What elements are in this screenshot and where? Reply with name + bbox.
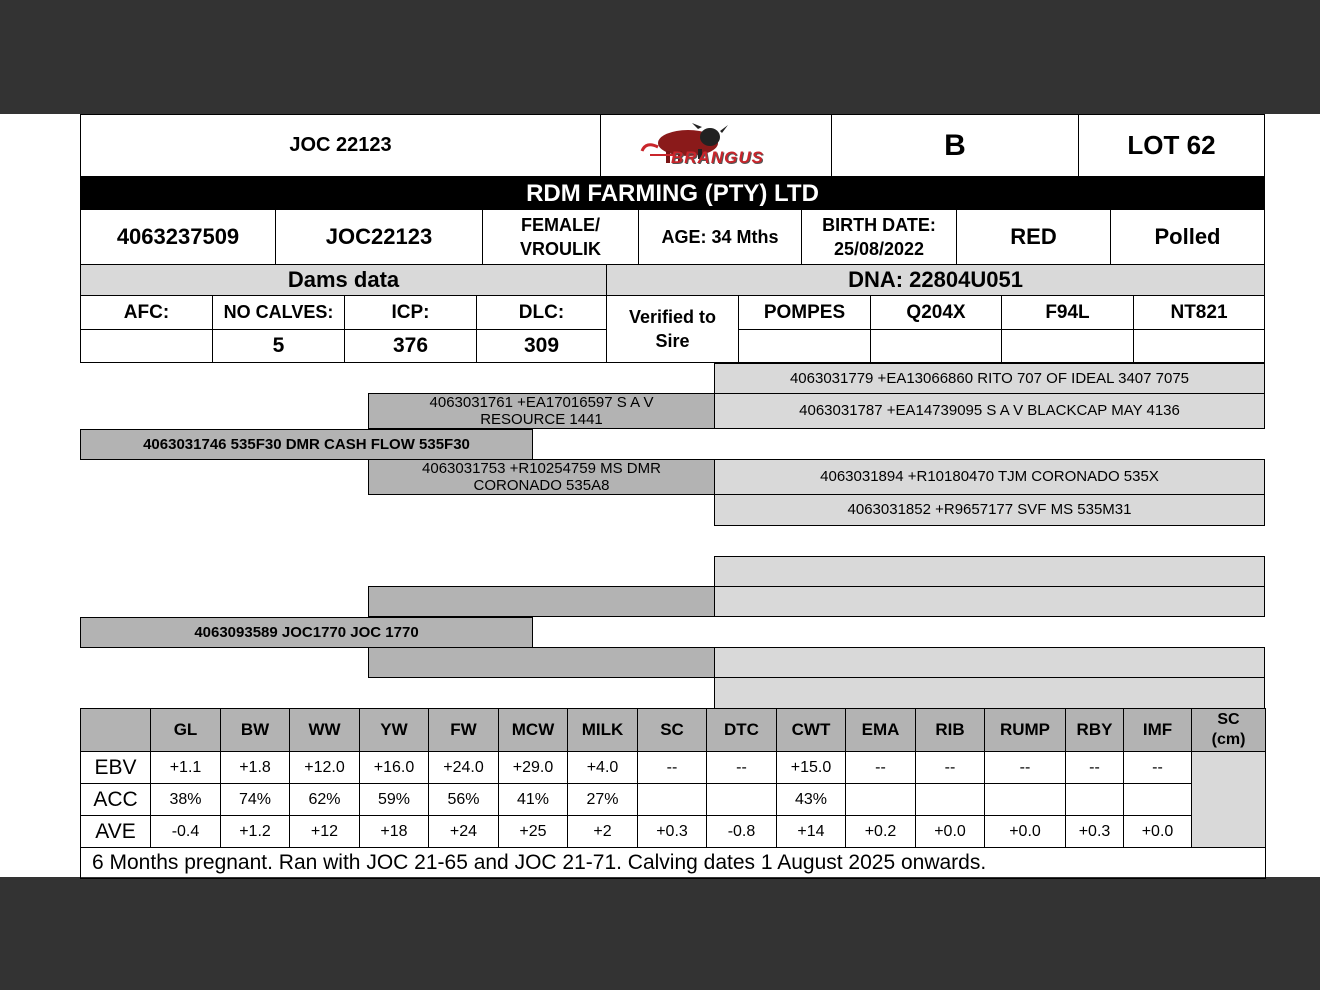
pedigree-ss-sire: 4063031779 +EA13066860 RITO 707 OF IDEAL 3407 7075 [714, 363, 1265, 394]
sex-line-2: VROULIK [520, 239, 601, 259]
ave-cell: +2 [568, 816, 638, 848]
ebv-col-header: WW [290, 709, 360, 752]
acc-row [81, 784, 1266, 816]
ebv-col-header: EMA [846, 709, 916, 752]
icp-header: ICP: [344, 295, 477, 330]
pedigree-sd-dam: 4063031852 +R9657177 SVF MS 535M31 [714, 494, 1265, 526]
pedigree-sire: 4063031746 535F30 DMR CASH FLOW 535F30 [80, 429, 533, 460]
no-calves-value: 5 [212, 329, 345, 363]
ave-cell: -0.4 [151, 816, 221, 848]
ebv-cell: +24.0 [429, 752, 499, 784]
grade-label: B [831, 114, 1079, 177]
brangus-logo [600, 114, 832, 177]
pedigree-sd-sire: 4063031894 +R10180470 TJM CORONADO 535X [714, 459, 1265, 495]
sex-line-1: FEMALE/ [521, 215, 600, 235]
ave-row [81, 816, 1266, 848]
acc-cell: 27% [568, 784, 638, 816]
icp-value: 376 [344, 329, 477, 363]
ebv-cell: +15.0 [777, 752, 846, 784]
sex-field [482, 209, 639, 265]
marker-nt821: NT821 [1133, 295, 1265, 330]
acc-cell: 56% [429, 784, 499, 816]
acc-cell: 62% [290, 784, 360, 816]
ebv-cell: -- [638, 752, 707, 784]
ave-cell: +0.0 [985, 816, 1066, 848]
verified-line-2: Sire [655, 331, 690, 351]
ave-cell: +25 [499, 816, 568, 848]
pedigree-dd-sire [714, 647, 1265, 678]
pedigree-dam: 4063093589 JOC1770 JOC 1770 [80, 617, 533, 648]
verified-line-1: Verified to [628, 307, 717, 327]
ebv-cell: -- [1066, 752, 1124, 784]
marker-pompes: POMPES [738, 295, 871, 330]
ebv-cell: -- [985, 752, 1066, 784]
acc-cell [1124, 784, 1192, 816]
acc-cell: 59% [360, 784, 429, 816]
ave-cell: -0.8 [707, 816, 777, 848]
acc-cell [1066, 784, 1124, 816]
pedigree-sire-dam [368, 459, 715, 495]
brangus-wordmark: BRANGUS [671, 148, 764, 167]
acc-cell [846, 784, 916, 816]
marker-f94l: F94L [1001, 295, 1134, 330]
ave-cell: +1.2 [221, 816, 290, 848]
dams-data-title: Dams data [80, 264, 607, 296]
acc-cell [916, 784, 985, 816]
dlc-header: DLC: [476, 295, 607, 330]
ebv-cell: -- [707, 752, 777, 784]
owner-banner: RDM FARMING (PTY) LTD [80, 177, 1265, 210]
marker-pompes-value [738, 329, 871, 363]
ebv-col-header: GL [151, 709, 221, 752]
animal-id-title: JOC 22123 [80, 114, 601, 177]
ave-cell: +0.3 [1066, 816, 1124, 848]
ebv-col-header: BW [221, 709, 290, 752]
lot-number: LOT 62 [1078, 114, 1265, 177]
pedigree-ds-dam [714, 586, 1265, 617]
sire-sire-line-2: RESOURCE 1441 [480, 411, 603, 428]
pedigree-dam-sire [368, 586, 715, 617]
acc-row-label: ACC [81, 784, 151, 816]
ebv-corner-cell [81, 709, 151, 752]
sire-dam-line-1: 4063031753 +R10254759 MS DMR [422, 460, 661, 477]
ebv-cell: +16.0 [360, 752, 429, 784]
ebv-row-label: EBV [81, 752, 151, 784]
dna-title: DNA: 22804U051 [606, 264, 1265, 296]
ebv-col-header: DTC [707, 709, 777, 752]
ebv-col-header-sc-cm [1192, 709, 1266, 752]
sire-dam-line-2: CORONADO 535A8 [473, 477, 610, 494]
ebv-col-header: YW [360, 709, 429, 752]
marker-q204x-value [870, 329, 1002, 363]
pedigree-dam-dam [368, 647, 715, 678]
sc-cm-line-1: SC [1217, 711, 1240, 728]
ebv-col-header: IMF [1124, 709, 1192, 752]
ave-cell: +24 [429, 816, 499, 848]
sc-cm-cell [1192, 752, 1266, 848]
pedigree-ss-dam: 4063031787 +EA14739095 S A V BLACKCAP MAY 4136 [714, 393, 1265, 429]
ebv-cell: -- [916, 752, 985, 784]
ebv-cell: +29.0 [499, 752, 568, 784]
ebv-cell: +4.0 [568, 752, 638, 784]
acc-cell: 74% [221, 784, 290, 816]
verified-to-sire [606, 295, 739, 363]
note-row [81, 848, 1266, 879]
pedigree-dd-dam [714, 677, 1265, 709]
birth-date-value: 25/08/2022 [833, 239, 925, 259]
ebv-cell: -- [846, 752, 916, 784]
ave-cell: +12 [290, 816, 360, 848]
ave-cell: +18 [360, 816, 429, 848]
ave-row-label: AVE [81, 816, 151, 848]
pedigree-ds-sire [714, 556, 1265, 587]
ebv-col-header: RUMP [985, 709, 1066, 752]
age-field: AGE: 34 Mths [638, 209, 802, 265]
marker-f94l-value [1001, 329, 1134, 363]
dlc-value: 309 [476, 329, 607, 363]
marker-q204x: Q204X [870, 295, 1002, 330]
ebv-cell: +12.0 [290, 752, 360, 784]
lot-sheet [0, 114, 1320, 877]
horn-status-field: Polled [1110, 209, 1265, 265]
ave-cell: +0.0 [1124, 816, 1192, 848]
animal-code: JOC22123 [275, 209, 483, 265]
ebv-cell: +1.1 [151, 752, 221, 784]
pedigree-sire-sire [368, 393, 715, 429]
acc-cell [638, 784, 707, 816]
ebv-col-header: RIB [916, 709, 985, 752]
acc-cell: 38% [151, 784, 221, 816]
acc-cell [707, 784, 777, 816]
colour-field: RED [956, 209, 1111, 265]
ebv-header-row [81, 709, 1266, 752]
marker-nt821-value [1133, 329, 1265, 363]
sire-sire-line-1: 4063031761 +EA17016597 S A V [429, 394, 654, 411]
pregnancy-note: 6 Months pregnant. Ran with JOC 21-65 and JOC 21-71. Calving dates 1 August 2025 onwards. [81, 848, 1266, 879]
ebv-row [81, 752, 1266, 784]
acc-cell: 43% [777, 784, 846, 816]
no-calves-header: NO CALVES: [212, 295, 345, 330]
afc-header: AFC: [80, 295, 213, 330]
ebv-cell: +1.8 [221, 752, 290, 784]
ebv-table [80, 708, 1266, 879]
registration-number: 4063237509 [80, 209, 276, 265]
ave-cell: +0.2 [846, 816, 916, 848]
birth-date-field [801, 209, 957, 265]
ebv-col-header: MCW [499, 709, 568, 752]
afc-value [80, 329, 213, 363]
ebv-cell: -- [1124, 752, 1192, 784]
ebv-col-header: SC [638, 709, 707, 752]
ave-cell: +14 [777, 816, 846, 848]
acc-cell [985, 784, 1066, 816]
ebv-col-header: MILK [568, 709, 638, 752]
ave-cell: +0.3 [638, 816, 707, 848]
birth-date-label: BIRTH DATE: [822, 215, 936, 235]
ebv-col-header: RBY [1066, 709, 1124, 752]
ebv-col-header: CWT [777, 709, 846, 752]
acc-cell: 41% [499, 784, 568, 816]
ebv-col-header: FW [429, 709, 499, 752]
sc-cm-line-2: (cm) [1211, 731, 1246, 748]
ave-cell: +0.0 [916, 816, 985, 848]
